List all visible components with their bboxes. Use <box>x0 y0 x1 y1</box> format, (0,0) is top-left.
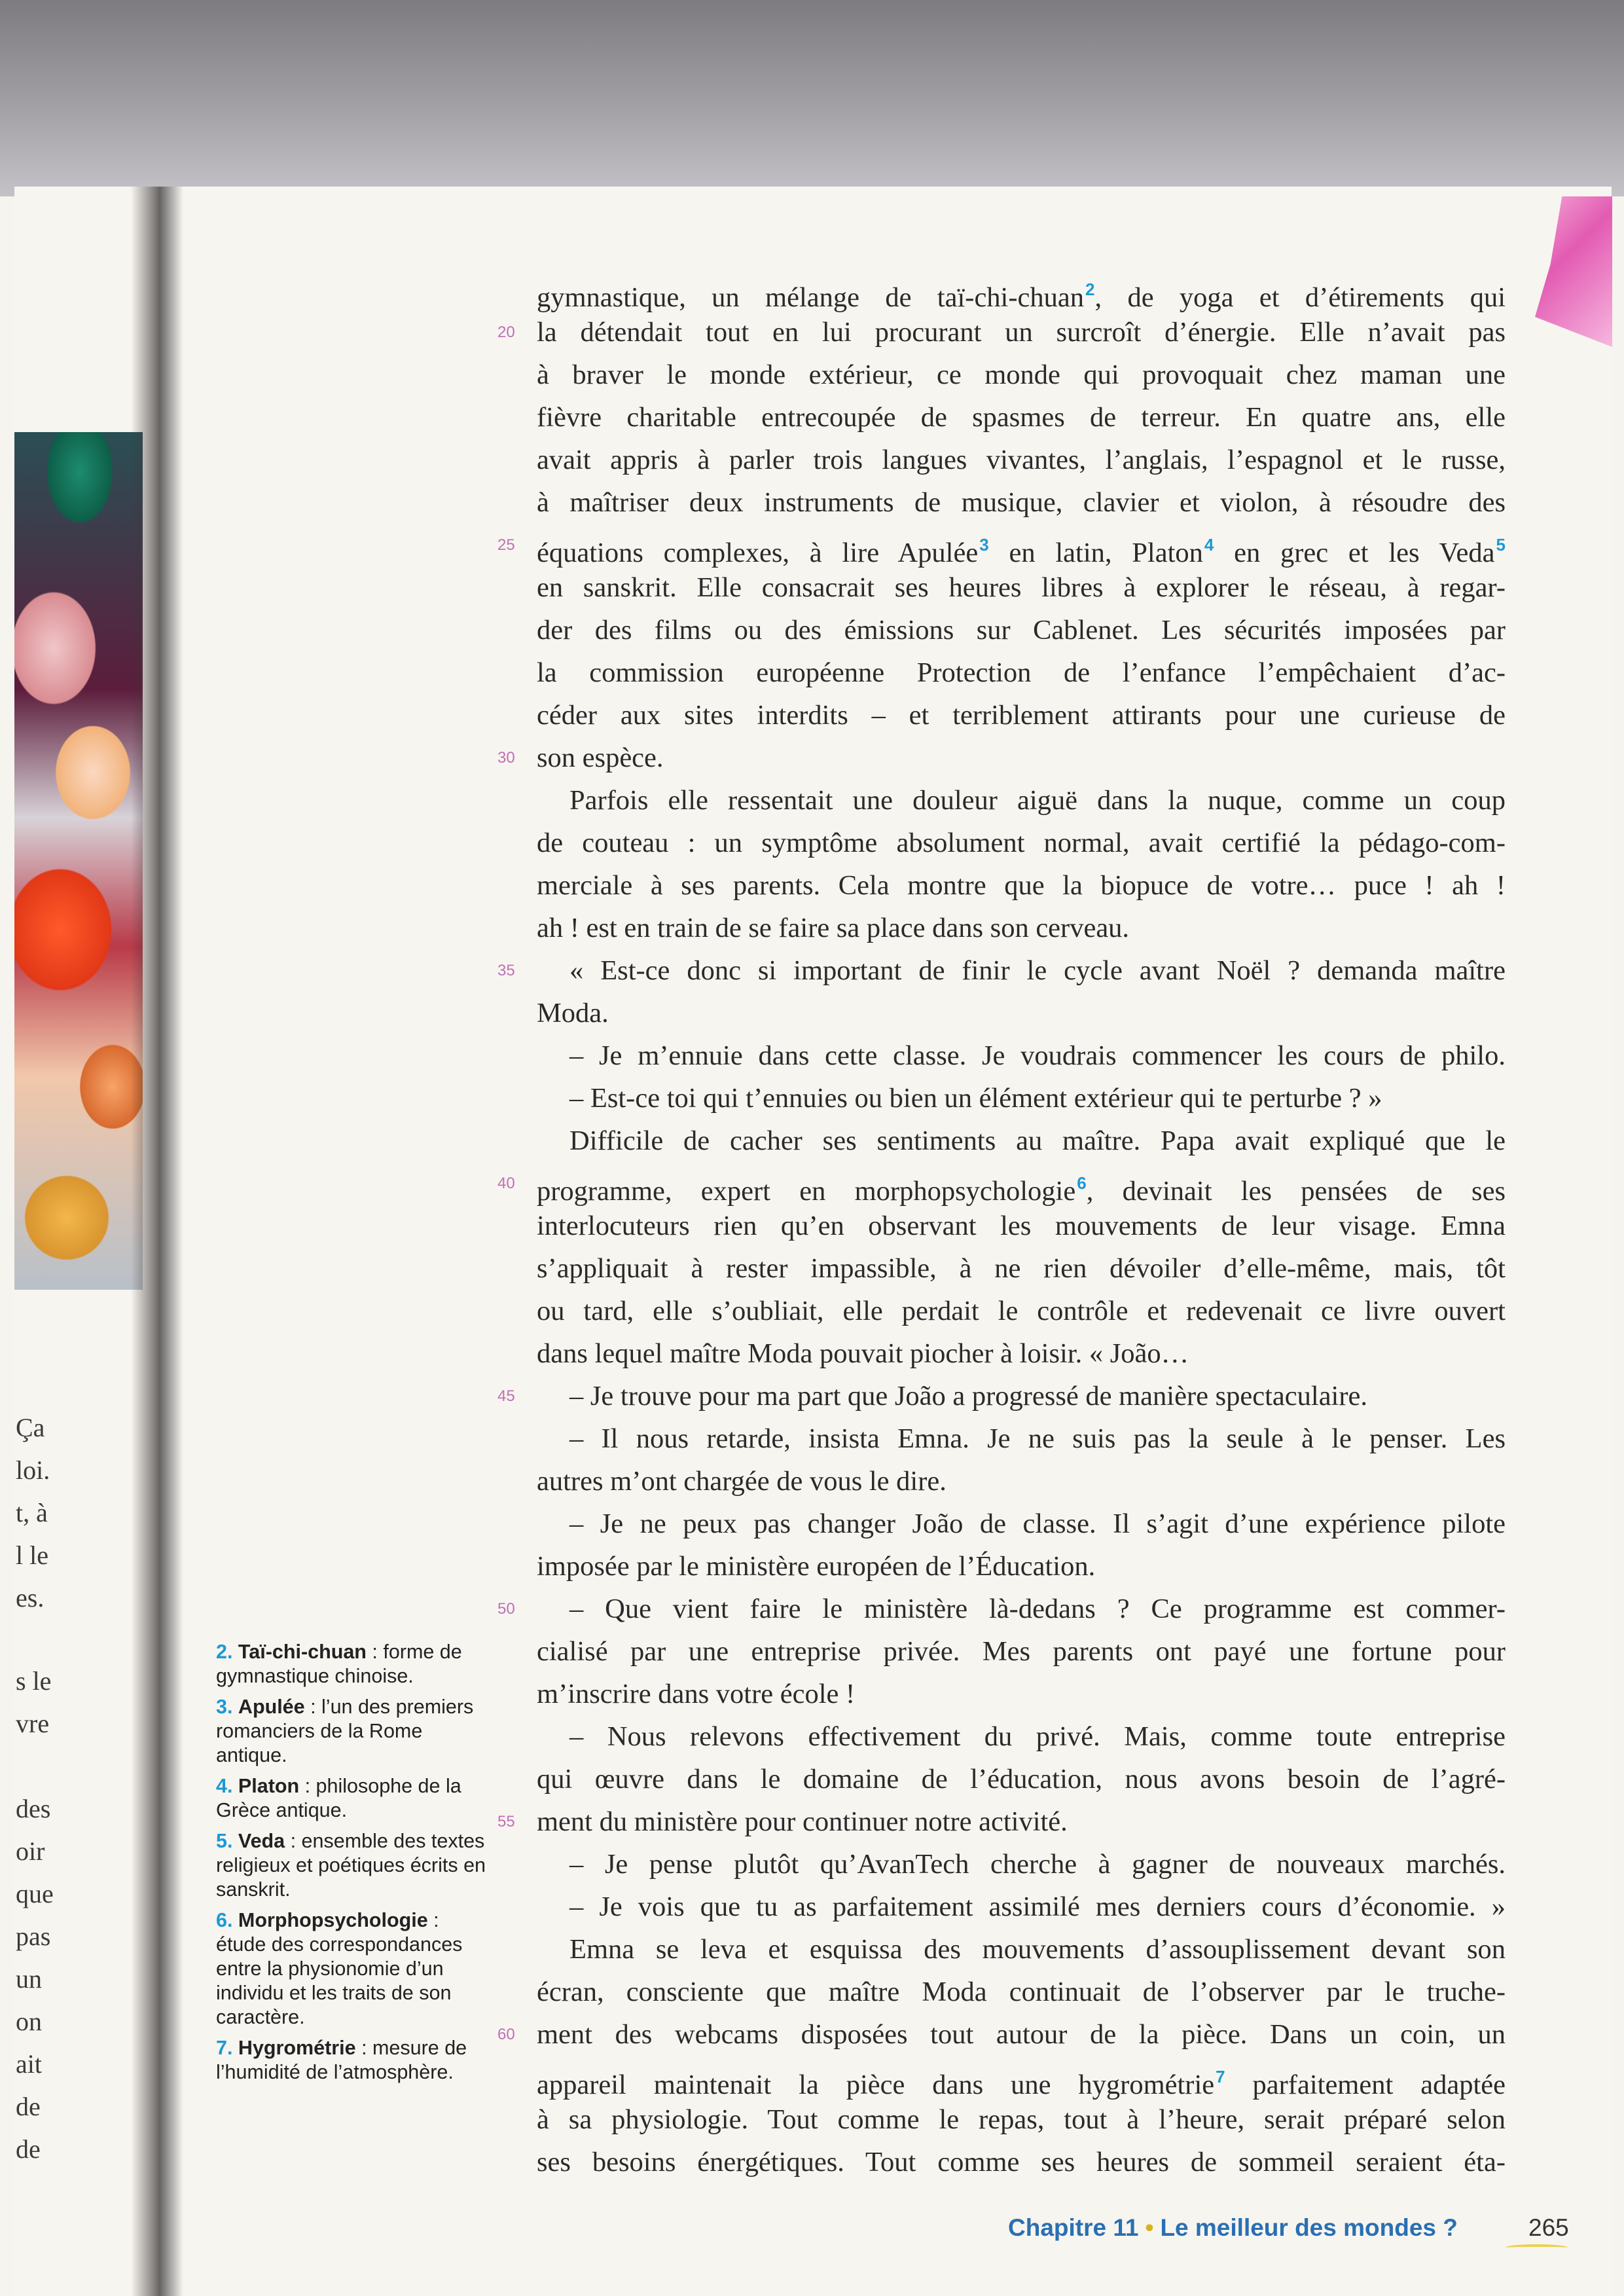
line-text <box>537 992 1506 1034</box>
footnote-ref: 6 <box>1077 1173 1087 1193</box>
text-line <box>537 481 1506 524</box>
left-page-fragment-b <box>16 1660 54 2170</box>
footnote-definition: : l’un des premiers romanciers de la Rome antique. <box>216 1696 474 1766</box>
footnote-number: 3. <box>216 1696 233 1718</box>
left-page-word <box>16 1745 54 1787</box>
text-line <box>537 2098 1506 2141</box>
line-text <box>537 2098 1506 2141</box>
line-text <box>537 609 1506 651</box>
footnote-definition: : mesure de l’humidité de l’atmosphère. <box>216 2037 467 2083</box>
page-number: 265 <box>1528 2214 1569 2241</box>
book-gutter <box>131 187 183 2296</box>
footnote-number: 2. <box>216 1641 233 1663</box>
text-run: en grec et les Veda <box>1214 538 1495 568</box>
text-line <box>537 1715 1506 1758</box>
text-run: gymnastique, un mélange de taï-chi-chuan <box>537 282 1084 313</box>
left-page-word: t, à <box>16 1498 48 1527</box>
line-text <box>537 694 1506 737</box>
line-text <box>537 396 1506 439</box>
text-line <box>497 1800 1506 1843</box>
text-run: avait appris à parler trois langues vivantes, l’anglais, l’espagnol et le russe, <box>537 445 1506 475</box>
footnotes <box>216 1640 491 2091</box>
text-run: en latin, Platon <box>988 538 1203 568</box>
line-number: 40 <box>497 1175 515 1192</box>
line-number: 55 <box>497 1813 515 1831</box>
text-run: en sanskrit. Elle consacrait ses heures libres à explorer le réseau, à regar- <box>537 572 1506 603</box>
text-line <box>497 1588 1506 1630</box>
text-line <box>537 2141 1506 2183</box>
text-run: autres m’ont chargée de vous le dire. <box>537 1466 947 1497</box>
footnote <box>216 2036 491 2085</box>
text-line <box>537 1034 1506 1077</box>
line-text <box>537 2013 1506 2056</box>
line-text <box>537 1843 1506 1886</box>
text-line <box>497 1162 1506 1207</box>
footnote-term: Hygrométrie <box>238 2037 356 2059</box>
text-line <box>537 1971 1506 2013</box>
text-run: – Nous relevons effectivement du privé. Mais, comme toute entreprise <box>569 1721 1506 1752</box>
text-run: à braver le monde extérieur, ce monde qui provoquait chez maman une <box>537 359 1506 390</box>
text-line <box>537 694 1506 737</box>
text-run: ment du ministère pour continuer notre activité. <box>537 1806 1068 1837</box>
line-number: 45 <box>497 1387 515 1405</box>
text-run: – Je pense plutôt qu’AvanTech cherche à gagner de nouveaux marchés. <box>569 1849 1506 1880</box>
text-run: – Il nous retarde, insista Emna. Je ne suis pas la seule à le penser. Les <box>569 1423 1506 1454</box>
text-line <box>497 524 1506 568</box>
text-line <box>537 1843 1506 1886</box>
line-text <box>537 1588 1506 1630</box>
line-text <box>537 1120 1506 1162</box>
text-run: , de yoga et d’étirements qui <box>1094 282 1506 313</box>
text-run: appareil maintenait la pièce dans une hygrométrie <box>537 2069 1215 2100</box>
scanner-shadow <box>0 0 1624 196</box>
footnote-number: 7. <box>216 2037 233 2059</box>
chapter-label: Chapitre 11 <box>1008 2214 1139 2241</box>
footnote-term: Morphopsychologie <box>238 1909 428 1931</box>
text-run: – Je m’ennuie dans cette classe. Je voudrais commencer les cours de philo. <box>569 1040 1506 1071</box>
text-run: – Je trouve pour ma part que João a progressé de manière spectaculaire. <box>569 1381 1368 1412</box>
left-page-word: on <box>16 2007 42 2036</box>
line-text <box>537 1715 1506 1758</box>
text-run: à maîtriser deux instruments de musique, clavier et violon, à résoudre des <box>537 487 1506 518</box>
text-run: « Est-ce donc si important de finir le cycle avant Noël ? demanda maître <box>569 955 1506 986</box>
text-line <box>497 311 1506 354</box>
text-run: équations complexes, à lire Apulée <box>537 538 979 568</box>
text-run: à sa physiologie. Tout comme le repas, tout à l’heure, serait préparé selon <box>537 2104 1506 2135</box>
text-line <box>497 1375 1506 1417</box>
footnote-term: Apulée <box>238 1696 305 1718</box>
line-text <box>537 354 1506 396</box>
text-run: der des films ou des émissions sur Cablenet. Les sécurités imposées par <box>537 615 1506 646</box>
footnote <box>216 1774 491 1823</box>
text-line <box>537 1886 1506 1928</box>
left-page-word: s le <box>16 1666 52 1696</box>
text-line <box>537 1247 1506 1290</box>
text-line <box>497 2013 1506 2056</box>
left-page-word: de <box>16 2092 41 2121</box>
text-run: programme, expert en morphopsychologie <box>537 1176 1076 1207</box>
footnote-ref: 2 <box>1085 280 1095 299</box>
main-text <box>497 268 1506 2183</box>
line-text <box>537 1460 1506 1503</box>
left-page-word: es. <box>16 1583 45 1613</box>
text-run: Moda. <box>537 998 609 1029</box>
footnote-ref: 4 <box>1204 535 1214 555</box>
line-text <box>537 1630 1506 1673</box>
left-page-word: loi. <box>16 1455 50 1485</box>
text-line <box>537 992 1506 1034</box>
footnote-ref: 3 <box>979 535 989 555</box>
text-run: m’inscrire dans votre école ! <box>537 1679 856 1709</box>
text-line <box>537 822 1506 864</box>
text-line <box>537 864 1506 907</box>
line-text <box>537 651 1506 694</box>
left-page-word: de <box>16 2134 41 2164</box>
text-run: merciale à ses parents. Cela montre que la biopuce de votre… puce ! ah ! <box>537 870 1506 901</box>
line-number: 35 <box>497 962 515 979</box>
footer-bullet: • <box>1145 2214 1154 2241</box>
text-line <box>537 1332 1506 1375</box>
left-page-fragment-a <box>16 1406 50 1619</box>
text-line <box>537 1290 1506 1332</box>
text-line <box>537 1928 1506 1971</box>
line-text <box>537 2141 1506 2183</box>
text-run: s’appliquait à rester impassible, à ne rien dévoiler d’elle-même, mais, tôt <box>537 1253 1506 1284</box>
line-number: 25 <box>497 536 515 554</box>
text-run: cialisé par une entreprise privée. Mes parents ont payé une fortune pour <box>537 1636 1506 1667</box>
text-run: , devinait les pensées de ses <box>1086 1176 1506 1207</box>
text-line <box>537 2056 1506 2098</box>
left-page-word: des <box>16 1794 51 1823</box>
text-line <box>537 1673 1506 1715</box>
footnote-definition: : philosophe de la Grèce antique. <box>216 1775 461 1821</box>
text-run: Difficile de cacher ses sentiments au maître. Papa avait expliqué que le <box>569 1125 1506 1156</box>
line-text <box>537 907 1506 949</box>
line-text <box>537 1503 1506 1545</box>
footnote-term: Taï-chi-chuan <box>238 1641 367 1663</box>
text-line <box>537 651 1506 694</box>
text-run: ment des webcams disposées tout autour de la pièce. Dans un coin, un <box>537 2019 1506 2050</box>
text-run: – Est-ce toi qui t’ennuies ou bien un élément extérieur qui te perturbe ? » <box>569 1083 1382 1114</box>
line-text <box>537 1247 1506 1290</box>
text-run: ses besoins énergétiques. Tout comme ses heures de sommeil seraient éta- <box>537 2147 1506 2178</box>
line-text <box>537 1928 1506 1971</box>
text-run: – Je vois que tu as parfaitement assimilé mes derniers cours d’économie. » <box>569 1891 1506 1922</box>
line-number: 50 <box>497 1600 515 1618</box>
text-line <box>537 609 1506 651</box>
text-line <box>537 1077 1506 1120</box>
line-text <box>537 1886 1506 1928</box>
text-line <box>537 1758 1506 1800</box>
line-text <box>537 864 1506 907</box>
text-line <box>537 439 1506 481</box>
line-text <box>537 1673 1506 1715</box>
chapter-footer <box>1008 2214 1458 2242</box>
text-run: ah ! est en train de se faire sa place dans son cerveau. <box>537 913 1130 943</box>
footnote-definition: : ensemble des textes religieux et poétiques écrits en sanskrit. <box>216 1830 486 1901</box>
text-run: céder aux sites interdits – et terriblement attirants pour une curieuse de <box>537 700 1506 731</box>
text-run: imposée par le ministère européen de l’Éducation. <box>537 1551 1096 1582</box>
left-page-word: oir <box>16 1836 45 1866</box>
text-run: de couteau : un symptôme absolument normal, avait certifié la pédago-com- <box>537 828 1506 858</box>
footnote-number: 5. <box>216 1830 233 1852</box>
line-text <box>537 1290 1506 1332</box>
text-run: dans lequel maître Moda pouvait piocher à loisir. « João… <box>537 1338 1189 1369</box>
text-run: parfaitement adaptée <box>1225 2069 1506 2100</box>
line-number: 60 <box>497 2026 515 2043</box>
text-line <box>537 1460 1506 1503</box>
chapter-title: Le meilleur des mondes ? <box>1160 2214 1458 2241</box>
text-run: écran, consciente que maître Moda continuait de l’observer par le truche- <box>537 1977 1506 2007</box>
line-text <box>537 822 1506 864</box>
footnote-definition: : étude des correspondances entre la physionomie d’un individu et les traits de son caractère. <box>216 1909 463 2028</box>
footnote-number: 6. <box>216 1909 233 1931</box>
line-text <box>537 1800 1506 1843</box>
text-line <box>537 1205 1506 1247</box>
text-line <box>537 1545 1506 1588</box>
line-text <box>537 949 1506 992</box>
footnote-term: Platon <box>238 1775 300 1797</box>
candy-photo <box>14 432 143 1290</box>
text-line <box>537 907 1506 949</box>
line-text <box>537 1077 1506 1120</box>
line-number: 30 <box>497 749 515 767</box>
text-line <box>537 396 1506 439</box>
text-run: Parfois elle ressentait une douleur aiguë dans la nuque, comme un coup <box>569 785 1506 816</box>
line-text <box>537 779 1506 822</box>
line-text <box>537 737 1506 779</box>
text-line <box>497 949 1506 992</box>
line-text <box>537 481 1506 524</box>
text-run: – Je ne peux pas changer João de classe. Il s’agit d’une expérience pilote <box>569 1508 1506 1539</box>
text-line <box>537 1417 1506 1460</box>
footnote <box>216 1640 491 1688</box>
footnote <box>216 1829 491 1902</box>
text-run: Emna se leva et esquissa des mouvements d’assouplissement devant son <box>569 1934 1506 1965</box>
text-run: interlocuteurs rien qu’en observant les mouvements de leur visage. Emna <box>537 1211 1506 1241</box>
line-text <box>537 1205 1506 1247</box>
text-line <box>537 1630 1506 1673</box>
line-text <box>537 439 1506 481</box>
text-line <box>497 737 1506 779</box>
line-number: 20 <box>497 323 515 341</box>
text-run: qui œuvre dans le domaine de l’éducation, nous avons besoin de l’agré- <box>537 1764 1506 1795</box>
left-page-word: pas <box>16 1922 51 1951</box>
text-line <box>537 1503 1506 1545</box>
page-number-swoosh <box>1506 2244 1568 2251</box>
text-line <box>537 268 1506 311</box>
footnote-definition: : forme de gymnastique chinoise. <box>216 1641 462 1687</box>
footnote <box>216 1908 491 2030</box>
text-line <box>537 566 1506 609</box>
line-text <box>537 1971 1506 2013</box>
text-run: la commission européenne Protection de l’enfance l’empêchaient d’ac- <box>537 657 1506 688</box>
left-page-word: ait <box>16 2049 42 2079</box>
line-text <box>537 1332 1506 1375</box>
line-text <box>537 1417 1506 1460</box>
text-line <box>537 354 1506 396</box>
text-line <box>537 1120 1506 1162</box>
left-page-word: Ça <box>16 1413 45 1442</box>
footnote-ref: 7 <box>1216 2067 1225 2086</box>
text-run: – Que vient faire le ministère là-dedans ? Ce programme est commer- <box>569 1594 1506 1624</box>
footnote <box>216 1695 491 1768</box>
left-page-word: un <box>16 1964 42 1994</box>
text-line <box>537 779 1506 822</box>
left-page-word: l le <box>16 1540 48 1570</box>
text-run: ou tard, elle s’oubliait, elle perdait le contrôle et redevenait ce livre ouvert <box>537 1296 1506 1326</box>
line-text <box>537 1034 1506 1077</box>
footnote-ref: 5 <box>1496 535 1506 555</box>
text-run: son espèce. <box>537 742 664 773</box>
line-text <box>537 566 1506 609</box>
line-text <box>537 1545 1506 1588</box>
left-page-word: vre <box>16 1709 50 1738</box>
line-text <box>537 1375 1506 1417</box>
footnote-number: 4. <box>216 1775 233 1797</box>
left-page-word: que <box>16 1879 54 1908</box>
text-run: la détendait tout en lui procurant un surcroît d’énergie. Elle n’avait pas <box>537 317 1506 348</box>
footnote-term: Veda <box>238 1830 285 1852</box>
text-run: fièvre charitable entrecoupée de spasmes de terreur. En quatre ans, elle <box>537 402 1506 433</box>
line-text <box>537 1758 1506 1800</box>
line-text <box>537 311 1506 354</box>
